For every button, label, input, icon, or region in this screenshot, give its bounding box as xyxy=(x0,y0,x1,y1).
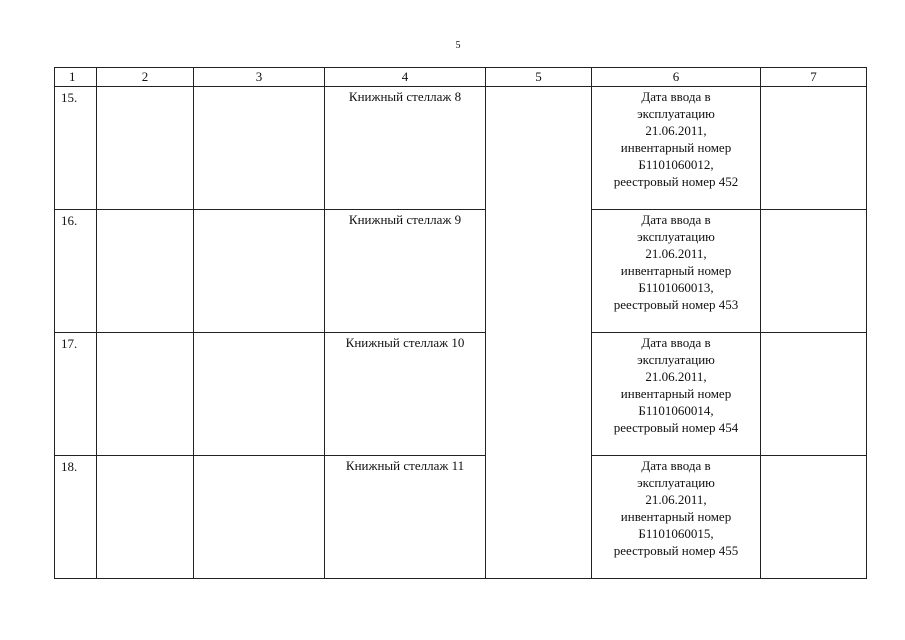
details-line: Б1101060013, xyxy=(638,280,714,295)
item-details-cell xyxy=(592,456,761,579)
details-line: 21.06.2011, xyxy=(645,492,707,507)
details-line: инвентарный номер xyxy=(620,140,732,155)
row-number-cell: 17. xyxy=(55,333,97,456)
details-line: реестровый номер 452 xyxy=(613,174,739,189)
empty-cell-col-3 xyxy=(194,456,325,579)
empty-cell-col-2 xyxy=(97,456,194,579)
column-header-7: 7 xyxy=(761,68,867,87)
item-details-cell xyxy=(592,87,761,210)
item-name-cell: Книжный стеллаж 9 xyxy=(325,210,486,333)
details-line: инвентарный номер xyxy=(620,263,732,278)
details-line: Дата ввода в xyxy=(641,335,711,350)
empty-cell-col-3 xyxy=(194,333,325,456)
item-name-cell: Книжный стеллаж 10 xyxy=(325,333,486,456)
merged-empty-cell-col-5 xyxy=(486,87,592,579)
empty-cell-col-2 xyxy=(97,87,194,210)
table-header-row xyxy=(55,68,867,87)
column-header-4: 4 xyxy=(325,68,486,87)
empty-cell-col-2 xyxy=(97,333,194,456)
inventory-table xyxy=(54,67,867,579)
item-details-cell xyxy=(592,333,761,456)
details-line: Б1101060012, xyxy=(638,157,714,172)
details-line: эксплуатацию xyxy=(637,229,715,244)
details-line: 21.06.2011, xyxy=(645,246,707,261)
table-row xyxy=(55,333,867,456)
empty-cell-col-3 xyxy=(194,210,325,333)
row-number-cell: 18. xyxy=(55,456,97,579)
empty-cell-col-3 xyxy=(194,87,325,210)
details-line: Дата ввода в xyxy=(641,458,711,473)
row-number-cell: 15. xyxy=(55,87,97,210)
table-row xyxy=(55,456,867,579)
details-line: инвентарный номер xyxy=(620,386,732,401)
empty-cell-col-2 xyxy=(97,210,194,333)
row-number-cell: 16. xyxy=(55,210,97,333)
details-line: эксплуатацию xyxy=(637,475,715,490)
column-header-1: 1 xyxy=(55,68,97,87)
empty-cell-col-7 xyxy=(761,210,867,333)
column-header-6: 6 xyxy=(592,68,761,87)
column-header-2: 2 xyxy=(97,68,194,87)
details-line: реестровый номер 454 xyxy=(613,420,739,435)
details-line: Дата ввода в xyxy=(641,212,711,227)
column-header-5: 5 xyxy=(486,68,592,87)
details-line: инвентарный номер xyxy=(620,509,732,524)
item-details-cell xyxy=(592,210,761,333)
empty-cell-col-7 xyxy=(761,87,867,210)
details-line: эксплуатацию xyxy=(637,106,715,121)
details-line: реестровый номер 455 xyxy=(613,543,739,558)
column-header-3: 3 xyxy=(194,68,325,87)
empty-cell-col-7 xyxy=(761,333,867,456)
page-number: 5 xyxy=(455,40,461,51)
empty-cell-col-7 xyxy=(761,456,867,579)
table-row xyxy=(55,87,867,210)
details-line: эксплуатацию xyxy=(637,352,715,367)
details-line: Дата ввода в xyxy=(641,89,711,104)
details-line: Б1101060015, xyxy=(638,526,714,541)
details-line: реестровый номер 453 xyxy=(613,297,739,312)
details-line: 21.06.2011, xyxy=(645,369,707,384)
details-line: 21.06.2011, xyxy=(645,123,707,138)
item-name-cell: Книжный стеллаж 8 xyxy=(325,87,486,210)
details-line: Б1101060014, xyxy=(638,403,714,418)
table-row xyxy=(55,210,867,333)
item-name-cell: Книжный стеллаж 11 xyxy=(325,456,486,579)
